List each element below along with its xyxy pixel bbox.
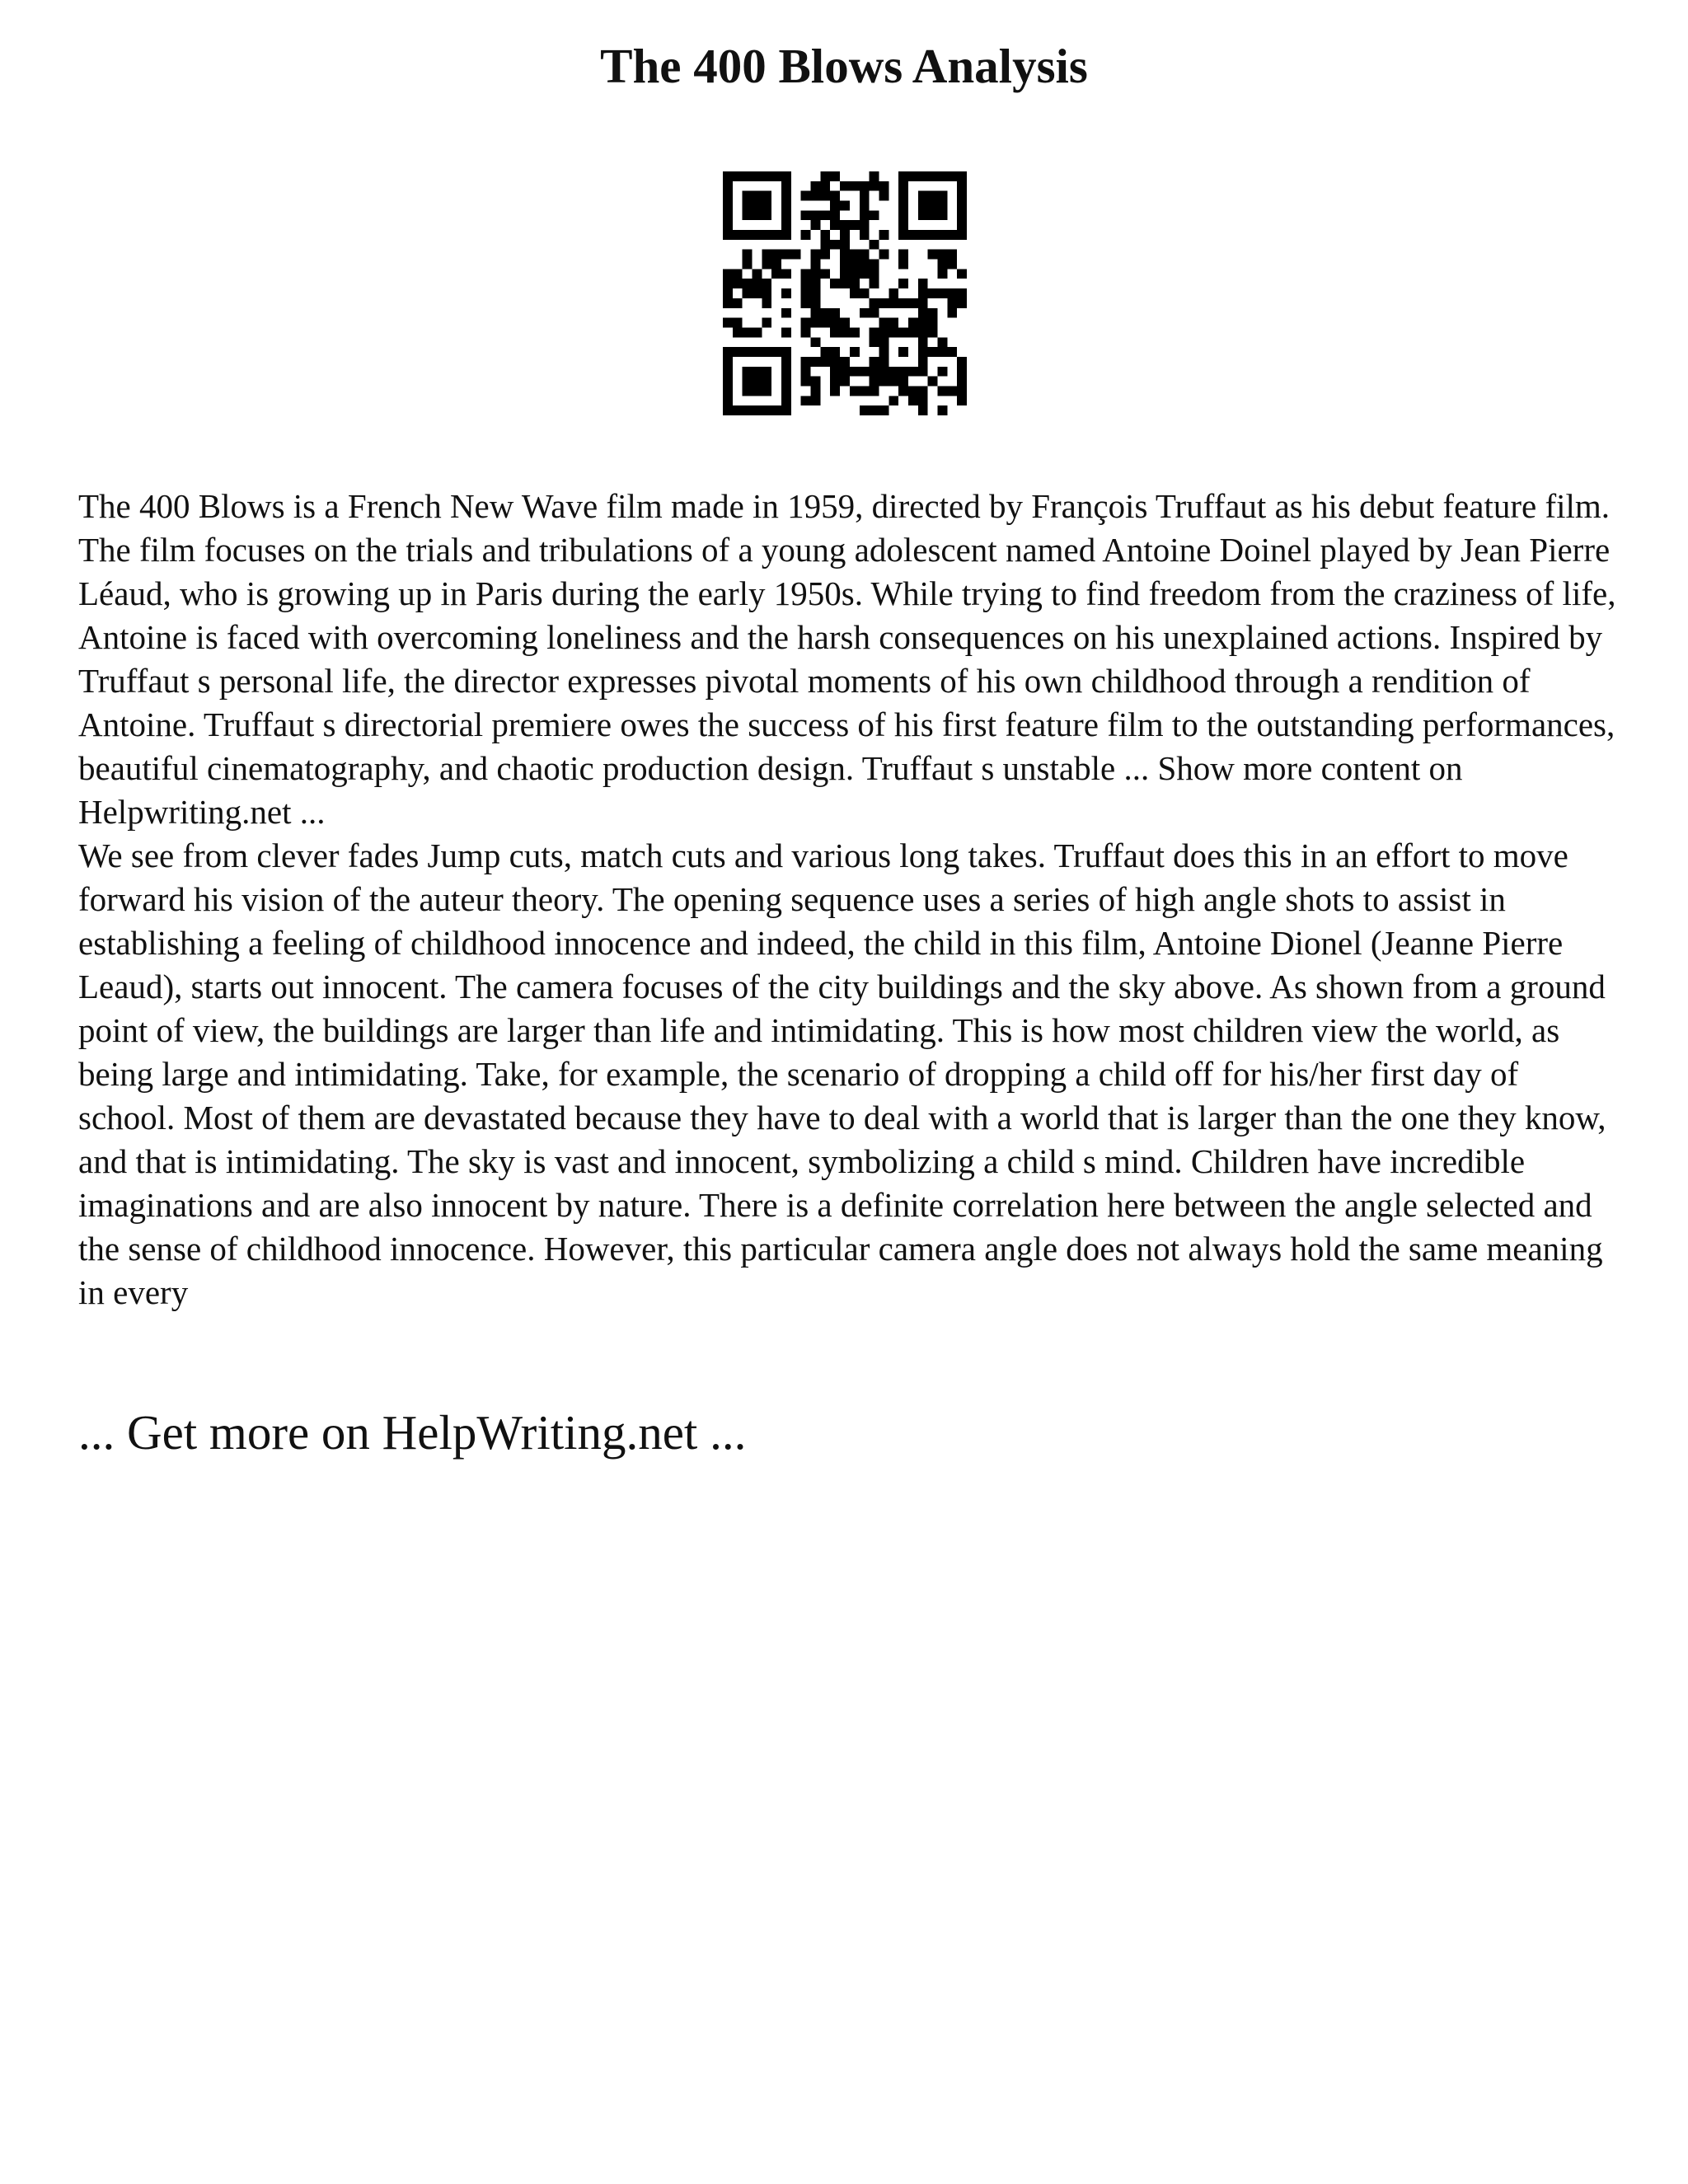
get-more-link[interactable]: ... Get more on HelpWriting.net ...	[78, 1405, 747, 1460]
article-body	[78, 485, 1620, 1315]
paragraph-analysis: We see from clever fades Jump cuts, match cuts and various long takes. Truffaut does this in an effort to move forward his vision of the auteur theory. The opening sequence uses a series of high angle shots to assist in establishing a feeling of childhood innocence and indeed, the child in this film, Antoine Dionel (Jeanne Pierre Leaud), starts out innocent. The camera focuses of the city buildings and the sky above. As shown from a ground point of view, the buildings are larger than life and intimidating. This is how most children view the world, as being large and intimidating. Take, for example, the scenario of dropping a child off for his/her first day of school. Most of them are devastated because they have to deal with a world that is larger than the one they know, and that is intimidating. The sky is vast and innocent, symbolizing a child s mind. Children have incredible imaginations and are also innocent by nature. There is a definite correlation here between the angle selected and the sense of childhood innocence. However, this particular camera angle does not always hold the same meaning in every	[78, 837, 1606, 1311]
page-title: The 400 Blows Analysis	[600, 39, 1088, 93]
paragraph-intro: The 400 Blows is a French New Wave film made in 1959, directed by François Truffaut as his debut feature film. The film focuses on the trials and tribulations of a young adolescent named Antoine Doinel played by Jean Pierre Léaud, who is growing up in Paris during the early 1950s. While trying to find freedom from the craziness of life, Antoine is faced with overcoming loneliness and the harsh consequences on his unexplained actions. Inspired by Truffaut s personal life, the director expresses pivotal moments of his own childhood through a rendition of Antoine. Truffaut s directorial premiere owes the success of his first feature film to the outstanding performances, beautiful cinematography, and chaotic production design. Truffaut s unstable ... Show more content on Helpwriting.net ...	[78, 487, 1616, 831]
qr-code-icon	[723, 171, 967, 415]
qr-code-graphic	[723, 171, 967, 415]
